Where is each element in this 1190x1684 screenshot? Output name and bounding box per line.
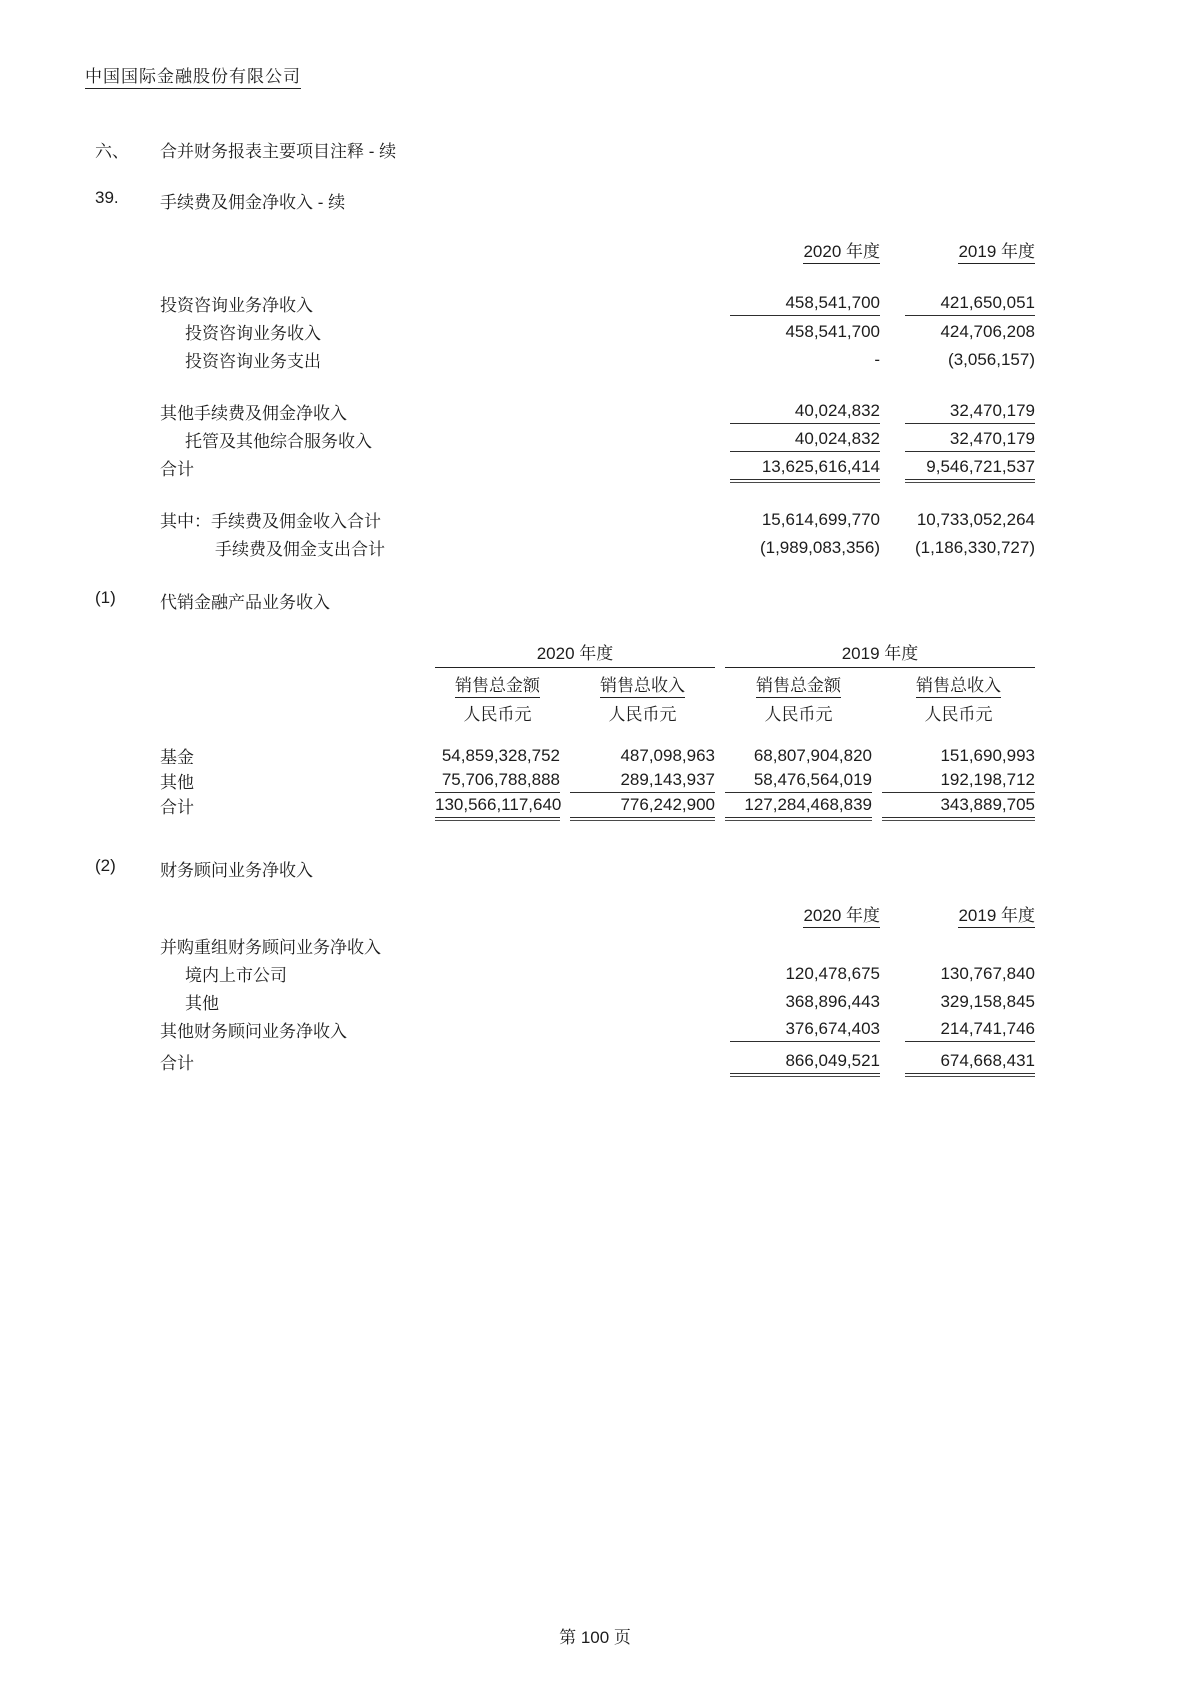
table-row — [160, 424, 1035, 452]
total-row — [160, 793, 1035, 818]
currency-label: 人民币元 — [924, 705, 993, 724]
note-number: 39. — [95, 188, 119, 207]
currency-label: 人民币元 — [764, 705, 833, 724]
value-2019: 32,470,179 — [905, 401, 1035, 424]
distribution-currency-row — [160, 698, 1035, 725]
fee-col-2019 — [905, 237, 1035, 266]
advisory-col-2019 — [905, 901, 1035, 930]
table-row — [160, 768, 1035, 793]
table-row — [160, 743, 1035, 768]
advisory-table — [160, 901, 1035, 1074]
table-row — [160, 958, 1035, 986]
value-2020: 15,614,699,770 — [761, 510, 880, 529]
income-2019: 151,690,993 — [940, 746, 1035, 765]
amount-2020: 75,706,788,888 — [435, 770, 560, 793]
value-2019: (3,056,157) — [948, 350, 1035, 369]
group-2019: 2019 年度 — [725, 639, 1035, 668]
group-2020: 2020 年度 — [435, 639, 715, 668]
currency-label: 人民币元 — [463, 705, 532, 724]
row-label: 手续费及佣金支出合计 — [215, 540, 385, 559]
row-label: 境内上市公司 — [185, 966, 287, 985]
note-heading — [95, 188, 1190, 213]
table-row — [160, 1014, 1035, 1042]
value-2020: 368,896,443 — [785, 992, 880, 1011]
table-row — [160, 930, 1035, 958]
distribution-subheader — [160, 668, 1035, 698]
col-amount-2020 — [435, 668, 560, 698]
value-2019 — [905, 956, 1035, 958]
value-2020: 40,024,832 — [730, 401, 880, 424]
row-label: 投资咨询业务净收入 — [160, 296, 313, 315]
table-row — [160, 396, 1035, 424]
row-label: 托管及其他综合服务收入 — [185, 432, 372, 451]
value-2019: 10,733,052,264 — [916, 510, 1035, 529]
section-heading — [95, 137, 1190, 162]
fee-table-header — [160, 237, 1035, 266]
amount-2020: 130,566,117,640 — [435, 795, 560, 818]
section-number: 六、 — [95, 142, 129, 161]
company-name: 中国国际金融股份有限公司 — [85, 62, 301, 89]
value-2019: 214,741,746 — [905, 1019, 1035, 1042]
income-2020: 776,242,900 — [570, 795, 715, 818]
value-2020: 376,674,403 — [730, 1019, 880, 1042]
subsection-1-number: (1) — [95, 588, 116, 607]
row-label: 其他 — [160, 773, 194, 792]
subsection-2-title: 财务顾问业务净收入 — [160, 861, 313, 880]
subsection-1-heading — [95, 588, 1190, 613]
distribution-group-header — [160, 639, 1035, 668]
total-row — [160, 452, 1035, 480]
value-2020: 458,541,700 — [785, 322, 880, 341]
value-2020: (1,989,083,356) — [759, 538, 880, 557]
subsection-2-heading — [95, 856, 1190, 881]
value-2019: 674,668,431 — [905, 1051, 1035, 1074]
fee-col-2019-label: 2019 年度 — [958, 237, 1035, 264]
amount-2020: 54,859,328,752 — [441, 746, 560, 765]
distribution-table — [160, 639, 1035, 818]
row-label: 其中：手续费及佣金收入合计 — [160, 512, 381, 531]
fee-table — [160, 237, 1035, 560]
table-row — [160, 316, 1035, 344]
table-row — [160, 344, 1035, 372]
value-2020: 120,478,675 — [785, 964, 880, 983]
page-number: 第 100 页 — [559, 1628, 631, 1647]
col-amount-2019 — [725, 668, 872, 698]
advisory-table-header — [160, 901, 1035, 930]
row-label: 其他 — [185, 994, 219, 1013]
table-row — [160, 532, 1035, 560]
value-2019: (1,186,330,727) — [914, 538, 1035, 557]
value-2019: 421,650,051 — [905, 293, 1035, 316]
income-2020: 289,143,937 — [570, 770, 715, 793]
income-2019: 343,889,705 — [882, 795, 1035, 818]
col-income-2020 — [570, 668, 715, 698]
income-2019: 192,198,712 — [882, 770, 1035, 793]
col-income-2019-label: 销售总收入 — [916, 671, 1001, 698]
amount-2019: 58,476,564,019 — [725, 770, 872, 793]
amount-2019: 68,807,904,820 — [753, 746, 872, 765]
row-label: 并购重组财务顾问业务净收入 — [160, 938, 381, 957]
fee-col-2020 — [730, 237, 880, 266]
col-income-2020-label: 销售总收入 — [600, 671, 685, 698]
col-amount-2020-label: 销售总金额 — [455, 671, 540, 698]
col-amount-2019-label: 销售总金额 — [756, 671, 841, 698]
value-2020: 40,024,832 — [730, 429, 880, 452]
row-label: 投资咨询业务收入 — [185, 324, 321, 343]
row-label: 合计 — [160, 798, 194, 817]
amount-2019: 127,284,468,839 — [725, 795, 872, 818]
section-title: 合并财务报表主要项目注释 - 续 — [160, 142, 397, 161]
table-row — [160, 986, 1035, 1014]
advisory-col-2020 — [730, 901, 880, 930]
table-row — [160, 288, 1035, 316]
subsection-2-number: (2) — [95, 856, 116, 875]
value-2019: 329,158,845 — [940, 992, 1035, 1011]
fee-col-2020-label: 2020 年度 — [803, 237, 880, 264]
row-label: 基金 — [160, 748, 194, 767]
row-label: 投资咨询业务支出 — [185, 352, 321, 371]
row-label: 合计 — [160, 460, 194, 479]
advisory-col-2019-label: 2019 年度 — [958, 901, 1035, 928]
value-2020: 458,541,700 — [730, 293, 880, 316]
income-2020: 487,098,963 — [620, 746, 715, 765]
row-label: 其他手续费及佣金净收入 — [160, 404, 347, 423]
value-2019: 32,470,179 — [905, 429, 1035, 452]
value-2019: 9,546,721,537 — [905, 457, 1035, 480]
value-2019: 130,767,840 — [940, 964, 1035, 983]
advisory-col-2020-label: 2020 年度 — [803, 901, 880, 928]
col-income-2019 — [882, 668, 1035, 698]
table-row — [160, 504, 1035, 532]
value-2020: - — [874, 350, 880, 369]
value-2020: 13,625,616,414 — [730, 457, 880, 480]
row-label: 合计 — [160, 1054, 194, 1073]
row-label: 其他财务顾问业务净收入 — [160, 1022, 347, 1041]
total-row — [160, 1046, 1035, 1074]
subsection-1-title: 代销金融产品业务收入 — [160, 593, 330, 612]
value-2020: 866,049,521 — [730, 1051, 880, 1074]
value-2019: 424,706,208 — [940, 322, 1035, 341]
note-title: 手续费及佣金净收入 - 续 — [160, 193, 346, 212]
value-2020 — [730, 956, 880, 958]
currency-label: 人民币元 — [608, 705, 677, 724]
